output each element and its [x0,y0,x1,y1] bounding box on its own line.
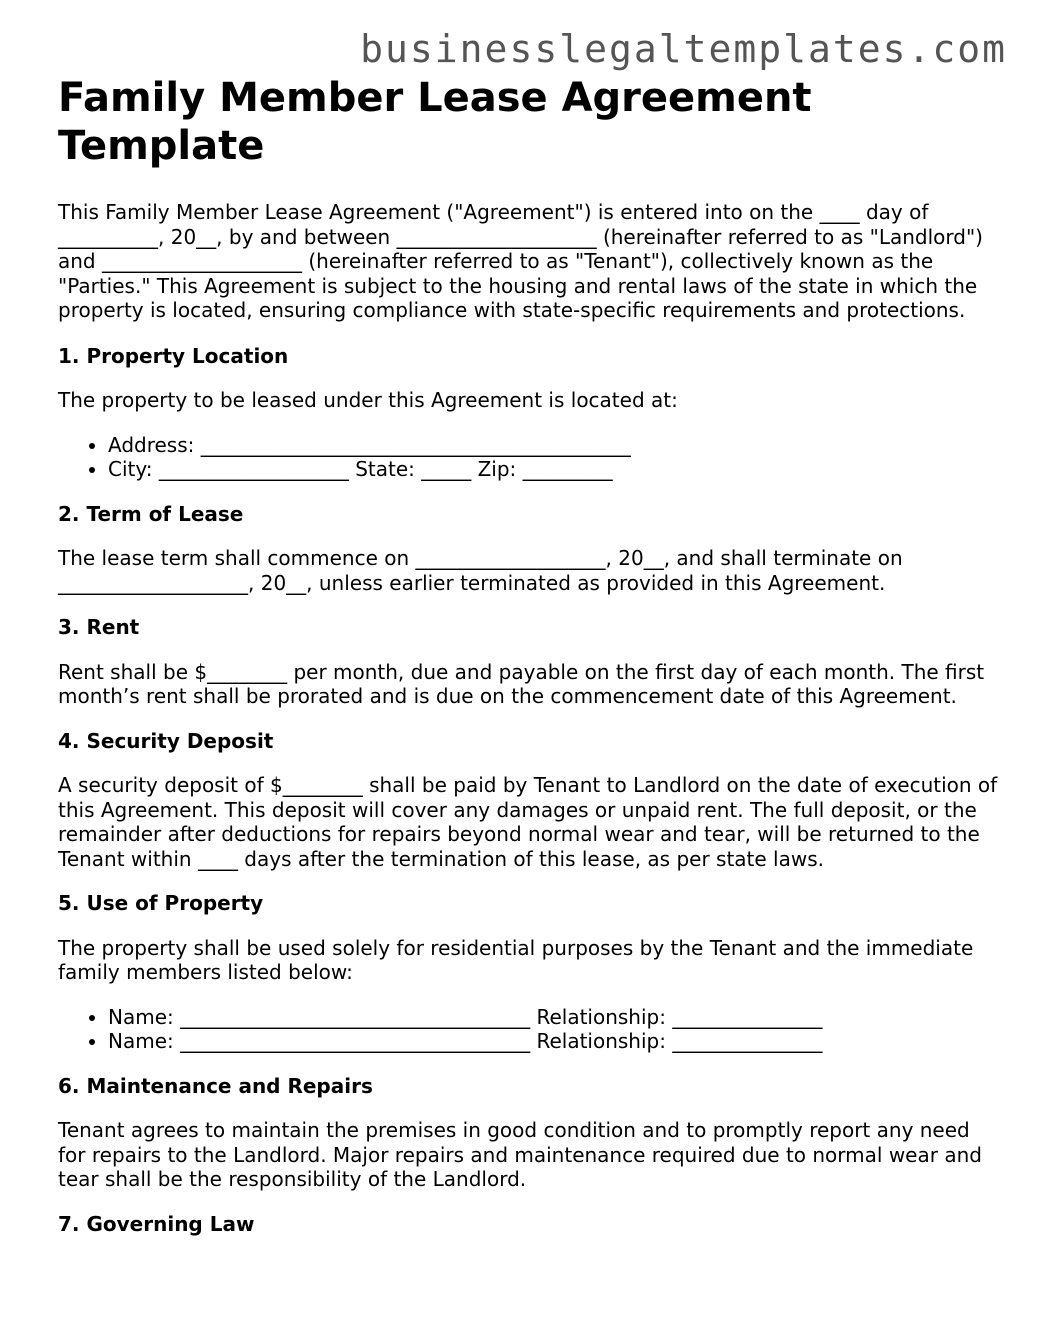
document [58,74,998,1256]
intro-paragraph: This Family Member Lease Agreement ("Agreement") is entered into on the ____ day of __________, 20__, by and between ____________________ (hereinafter referred to as "Landlord") and ____________________ (hereinafter referred to as "Tenant"), collectively known as the "Parties." This Agreement is subject to the housing and rental laws of the state in which the property is located, ensuring compliance with state-specific requirements and protections. [58,200,983,322]
section-heading-property-location: 1. Property Location [58,343,289,368]
list-item-address: • Address: ___________________________________________ [108,433,998,458]
section-heading-maintenance-repairs: 6. Maintenance and Repairs [58,1073,373,1098]
section-text-property-location: The property to be leased under this Agreement is located at: [58,388,678,412]
section-heading-use-of-property: 5. Use of Property [58,891,264,915]
section-heading-rent: 3. Rent [58,615,140,639]
watermark: businesslegaltemplates.com [360,27,1007,71]
section-heading-term-of-lease: 2. Term of Lease [58,501,244,526]
section-text-use-of-property: The property shall be used solely for residential purposes by the Tenant and the immediate family members listed below: [58,935,974,984]
list-item-family-member-1: • Name: ___________________________________ Relationship: _______________ [108,1005,998,1030]
section-heading-security-deposit: 4. Security Deposit [58,728,274,753]
property-location-list [58,433,998,482]
list-item-city-state-zip: • City: ___________________ State: _____ Zip: _________ [108,457,998,482]
page-title: Family Member Lease Agreement Template [58,75,812,169]
section-heading-governing-law: 7. Governing Law [58,1211,255,1236]
family-members-list [58,1005,998,1054]
section-text-security-deposit: A security deposit of $________ shall be paid by Tenant to Landlord on the date of execution of this Agreement. This deposit will cover any damages or unpaid rent. The full deposit, or the remainder after deductions for repairs beyond normal wear and tear, will be returned to the Tenant within ____ days after the termination of this lease, as per state laws. [58,773,998,871]
list-item-family-member-2: • Name: ___________________________________ Relationship: _______________ [108,1029,998,1054]
section-text-maintenance-repairs: Tenant agrees to maintain the premises in good condition and to promptly report any need for repairs to the Landlord. Major repairs and maintenance required due to normal wear and tear shall be the responsibility of the Landlord. [58,1118,982,1191]
section-text-term-of-lease: The lease term shall commence on ___________________, 20__, and shall terminate on ___________________, 20__, unless earlier terminated as provided in this Agreement. [58,546,903,595]
section-text-rent: Rent shall be $________ per month, due and payable on the first day of each month. The first month’s rent shall be prorated and is due on the commencement date of this Agreement. [58,659,985,708]
